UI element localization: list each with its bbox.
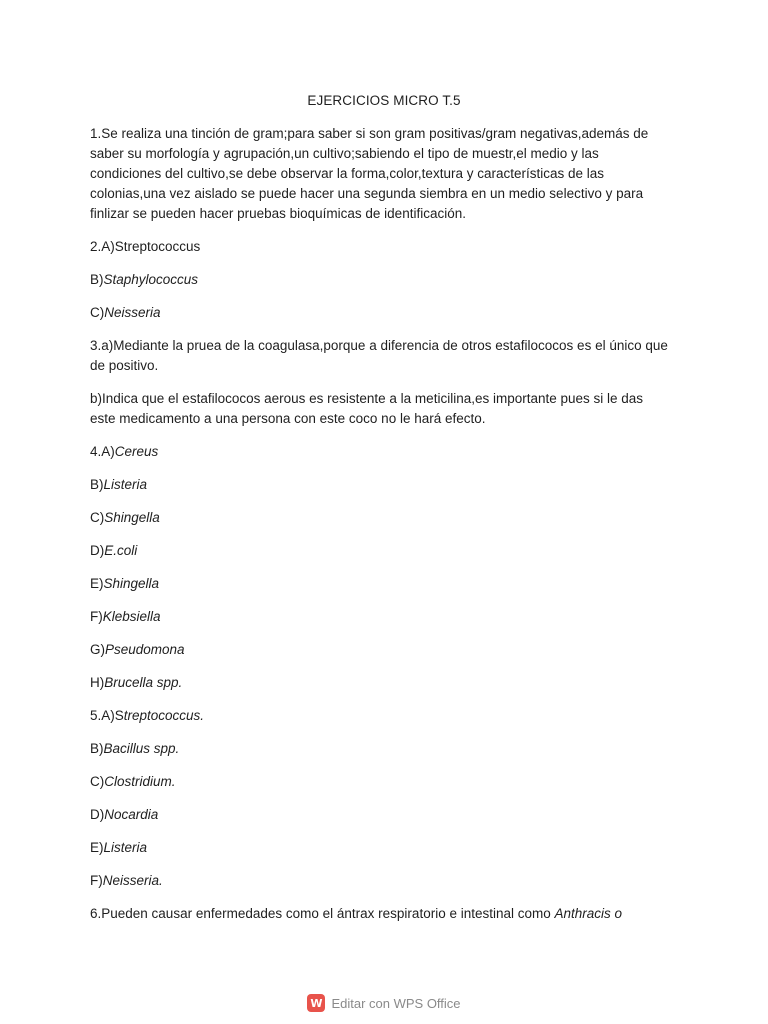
document-title: EJERCICIOS MICRO T.5 xyxy=(307,93,461,108)
list-item: E)Listeria xyxy=(90,840,148,855)
answer-6: 6.Pueden causar enfermedades como el ántrax respiratorio e intestinal como Anthracis o xyxy=(90,906,623,921)
list-item: C)Clostridium. xyxy=(90,774,176,789)
list-item: B)Staphylococcus xyxy=(90,272,199,287)
list-item: E)Shingella xyxy=(90,576,160,591)
list-item: B)Listeria xyxy=(90,477,148,492)
answer-4-list xyxy=(90,442,670,693)
wps-logo-icon: W xyxy=(307,994,325,1012)
answer-3a: 3.a)Mediante la pruea de la coagulasa,porque a diferencia de otros estafilococos es el único que de positivo. xyxy=(90,338,668,373)
wps-edit-link[interactable] xyxy=(0,994,768,1012)
list-item: D)E.coli xyxy=(90,543,138,558)
answer-3b: b)Indica que el estafilococos aerous es resistente a la meticilina,es importante pues si le das este medicamento a una persona con este coco no le hará efecto. xyxy=(90,391,644,426)
list-item: D)Nocardia xyxy=(90,807,159,822)
list-item: C)Neisseria xyxy=(90,305,161,320)
answer-1: 1.Se realiza una tinción de gram;para saber si son gram positivas/gram negativas,además de saber su morfología y agrupación,un cultivo;sabiendo el tipo de muestr,el medio y las condiciones del cultivo,se debe observar la forma,color,textura y características de las colonias,una vez aislado se puede hacer una segunda siembra en un medio selectivo y para finlizar se pueden hacer pruebas bioquímicas de identificación. xyxy=(90,126,649,221)
list-item: 5.A)Streptococcus. xyxy=(90,708,205,723)
list-item: 4.A)Cereus xyxy=(90,444,159,459)
list-item: F)Neisseria. xyxy=(90,873,163,888)
list-item: H)Brucella spp. xyxy=(90,675,183,690)
list-item: F)Klebsiella xyxy=(90,609,161,624)
answer-2-list xyxy=(90,237,670,323)
list-item: B)Bacillus spp. xyxy=(90,741,180,756)
list-item: 2.A)Streptococcus xyxy=(90,239,201,254)
wps-edit-label: Editar con WPS Office xyxy=(331,995,461,1011)
answer-5-list xyxy=(90,706,670,891)
document-body xyxy=(90,124,670,937)
list-item: G)Pseudomona xyxy=(90,642,185,657)
list-item: C)Shingella xyxy=(90,510,160,525)
